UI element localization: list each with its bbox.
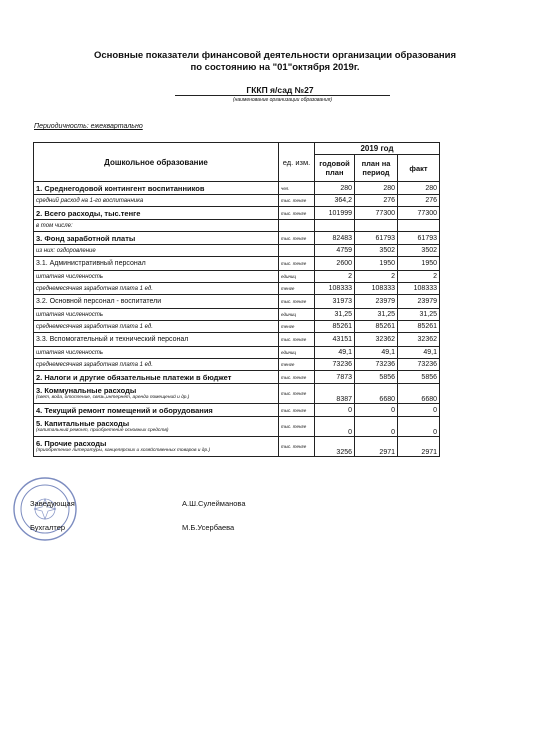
cell-plan: 101999 (315, 207, 355, 220)
cell-plan (315, 220, 355, 232)
cell-period: 0 (355, 417, 398, 437)
row-label-text: 3. Коммунальные расходы (36, 385, 137, 395)
row-label-text: среднемесячная заработная плата 1 ед. (36, 323, 153, 330)
row-unit: тыс. тенге (279, 195, 315, 207)
table-row (34, 384, 440, 404)
cell-fact: 61793 (398, 232, 440, 245)
row-label-text: 1. Среднегодовой контингент воспитанников (36, 183, 205, 193)
cell-fact: 2971 (398, 437, 440, 457)
cell-period: 49,1 (355, 347, 398, 359)
cell-period: 61793 (355, 232, 398, 245)
table-body (34, 182, 440, 457)
row-unit: тенге (279, 359, 315, 371)
table-row (34, 245, 440, 257)
cell-period: 31,25 (355, 309, 398, 321)
cell-period (355, 220, 398, 232)
cell-fact (398, 220, 440, 232)
cell-period: 1950 (355, 257, 398, 271)
row-label (34, 404, 279, 417)
round-stamp-seal (12, 476, 78, 542)
table-row (34, 207, 440, 220)
row-label-text: из них: оздоровление (36, 247, 96, 254)
table-row (34, 232, 440, 245)
row-label (34, 437, 279, 457)
cell-fact: 1950 (398, 257, 440, 271)
cell-fact: 32362 (398, 333, 440, 347)
financial-table (33, 142, 440, 457)
row-unit: тыс. тенге (279, 257, 315, 271)
row-unit: тыс. тенге (279, 404, 315, 417)
row-unit: тыс. тенге (279, 232, 315, 245)
row-unit: тенге (279, 321, 315, 333)
row-label (34, 321, 279, 333)
row-unit: тыс. тенге (279, 384, 315, 404)
cell-fact: 49,1 (398, 347, 440, 359)
row-unit: единиц (279, 309, 315, 321)
row-unit: тыс. тенге (279, 417, 315, 437)
table-row (34, 283, 440, 295)
row-label (34, 232, 279, 245)
cell-fact: 85261 (398, 321, 440, 333)
row-label-note: (капитальный ремонт, приобретение основных средств) (36, 427, 169, 433)
cell-plan: 280 (315, 182, 355, 195)
row-label-text: в том числе: (36, 222, 73, 229)
cell-plan: 31,25 (315, 309, 355, 321)
table-row (34, 404, 440, 417)
cell-plan: 8387 (315, 384, 355, 404)
document-title-line1: Основные показатели финансовой деятельности организации образования (93, 50, 457, 61)
table-row (34, 347, 440, 359)
cell-fact: 0 (398, 417, 440, 437)
cell-period: 6680 (355, 384, 398, 404)
row-label-text: 3.2. Основной персонал - воспитатели (36, 298, 162, 305)
row-label-text: среднемесячная заработная плата 1 ед. (36, 361, 153, 368)
cell-fact: 23979 (398, 295, 440, 309)
cell-period: 0 (355, 404, 398, 417)
table-row (34, 182, 440, 195)
periodicity: Периодичность: ежеквартально (34, 123, 143, 130)
row-label (34, 245, 279, 257)
row-unit (279, 220, 315, 232)
cell-plan: 2 (315, 271, 355, 283)
table-row (34, 271, 440, 283)
row-unit (279, 245, 315, 257)
row-unit: единиц (279, 347, 315, 359)
cell-plan: 7873 (315, 371, 355, 384)
cell-plan: 2600 (315, 257, 355, 271)
row-label-text: 2. Всего расходы, тыс.тенге (36, 208, 141, 218)
row-label-text: 4. Текущий ремонт помещений и оборудования (36, 405, 213, 415)
row-label-note: (свет, вода, отопление, связь,интернет, аренда помещений и др.) (36, 394, 190, 400)
column-header-period: план на период (355, 155, 398, 182)
table-row (34, 417, 440, 437)
row-unit: тыс. тенге (279, 437, 315, 457)
cell-plan: 108333 (315, 283, 355, 295)
cell-plan: 0 (315, 417, 355, 437)
row-unit: тыс. тенге (279, 333, 315, 347)
cell-fact: 108333 (398, 283, 440, 295)
table-row (34, 295, 440, 309)
cell-plan: 43151 (315, 333, 355, 347)
head-title: Заведующая (30, 499, 75, 508)
table-row (34, 321, 440, 333)
cell-plan: 73236 (315, 359, 355, 371)
cell-fact: 31,25 (398, 309, 440, 321)
document-title-line2: по состоянию на "01"октября 2019г. (190, 62, 360, 73)
cell-fact: 276 (398, 195, 440, 207)
table-row (34, 195, 440, 207)
row-label-text: 6. Прочие расходы (36, 438, 107, 448)
table-row (34, 309, 440, 321)
cell-period: 2 (355, 271, 398, 283)
cell-plan: 4759 (315, 245, 355, 257)
row-label-text: штатная численность (36, 349, 104, 356)
cell-period: 3502 (355, 245, 398, 257)
row-label (34, 359, 279, 371)
table-row (34, 437, 440, 457)
cell-period: 2971 (355, 437, 398, 457)
row-label-text: штатная численность (36, 273, 104, 280)
row-label (34, 333, 279, 347)
row-label (34, 309, 279, 321)
cell-fact: 2 (398, 271, 440, 283)
column-header-plan: годовой план (315, 155, 355, 182)
column-header-fact: факт (398, 155, 440, 182)
row-label (34, 384, 279, 404)
cell-period: 85261 (355, 321, 398, 333)
row-unit: тыс. тенге (279, 295, 315, 309)
cell-fact: 73236 (398, 359, 440, 371)
cell-plan: 31973 (315, 295, 355, 309)
cell-period: 23979 (355, 295, 398, 309)
row-label (34, 207, 279, 220)
cell-plan: 364,2 (315, 195, 355, 207)
row-label (34, 195, 279, 207)
cell-plan: 0 (315, 404, 355, 417)
cell-period: 280 (355, 182, 398, 195)
cell-fact: 6680 (398, 384, 440, 404)
row-label-text: среднемесячная заработная плата 1 ед. (36, 285, 153, 292)
row-label-text: 3. Фонд заработной платы (36, 233, 136, 243)
row-label (34, 182, 279, 195)
cell-period: 276 (355, 195, 398, 207)
row-label (34, 283, 279, 295)
row-label (34, 347, 279, 359)
row-label-note: (приобретение литературы, канцелярских и хозяйственных товаров и др.) (36, 447, 211, 453)
cell-plan: 82483 (315, 232, 355, 245)
column-header-year: 2019 год (315, 143, 440, 155)
column-header-name: Дошкольное образование (34, 143, 279, 182)
organization-name: ГККП я/сад №27 (246, 85, 314, 95)
table-row (34, 333, 440, 347)
cell-period: 108333 (355, 283, 398, 295)
accountant-title: Бухгалтер (30, 523, 66, 532)
cell-fact: 77300 (398, 207, 440, 220)
row-label-text: средний расход на 1-го воспитанника (36, 197, 144, 204)
cell-plan: 49,1 (315, 347, 355, 359)
cell-plan: 3256 (315, 437, 355, 457)
table-row (34, 371, 440, 384)
row-label-text: 5. Капитальные расходы (36, 418, 130, 428)
row-label (34, 257, 279, 271)
row-unit: тыс. тенге (279, 371, 315, 384)
row-label-text: 2. Налоги и другие обязательные платежи в бюджет (36, 372, 232, 382)
row-unit: тенге (279, 283, 315, 295)
cell-fact: 280 (398, 182, 440, 195)
table-row (34, 359, 440, 371)
row-unit: чел. (279, 182, 315, 195)
row-label-text: штатная численность (36, 311, 104, 318)
cell-fact: 5856 (398, 371, 440, 384)
row-unit: тыс. тенге (279, 207, 315, 220)
cell-period: 32362 (355, 333, 398, 347)
cell-fact: 0 (398, 404, 440, 417)
organization-underline (175, 95, 390, 96)
row-label (34, 271, 279, 283)
cell-period: 5856 (355, 371, 398, 384)
cell-period: 77300 (355, 207, 398, 220)
cell-fact: 3502 (398, 245, 440, 257)
row-label-text: 3.1. Административный персонал (36, 260, 146, 267)
row-unit: единиц (279, 271, 315, 283)
row-label (34, 371, 279, 384)
table-row (34, 220, 440, 232)
row-label-text: 3.3. Вспомогательный и технический персонал (36, 336, 189, 343)
table-row (34, 257, 440, 271)
column-header-unit: ед. изм. (279, 143, 315, 182)
row-label (34, 220, 279, 232)
accountant-name: М.Б.Усербаева (182, 523, 235, 532)
row-label (34, 417, 279, 437)
cell-plan: 85261 (315, 321, 355, 333)
organization-note: (наименование организации образования) (232, 97, 333, 103)
row-label (34, 295, 279, 309)
cell-period: 73236 (355, 359, 398, 371)
head-name: А.Ш.Сулейманова (182, 499, 246, 508)
